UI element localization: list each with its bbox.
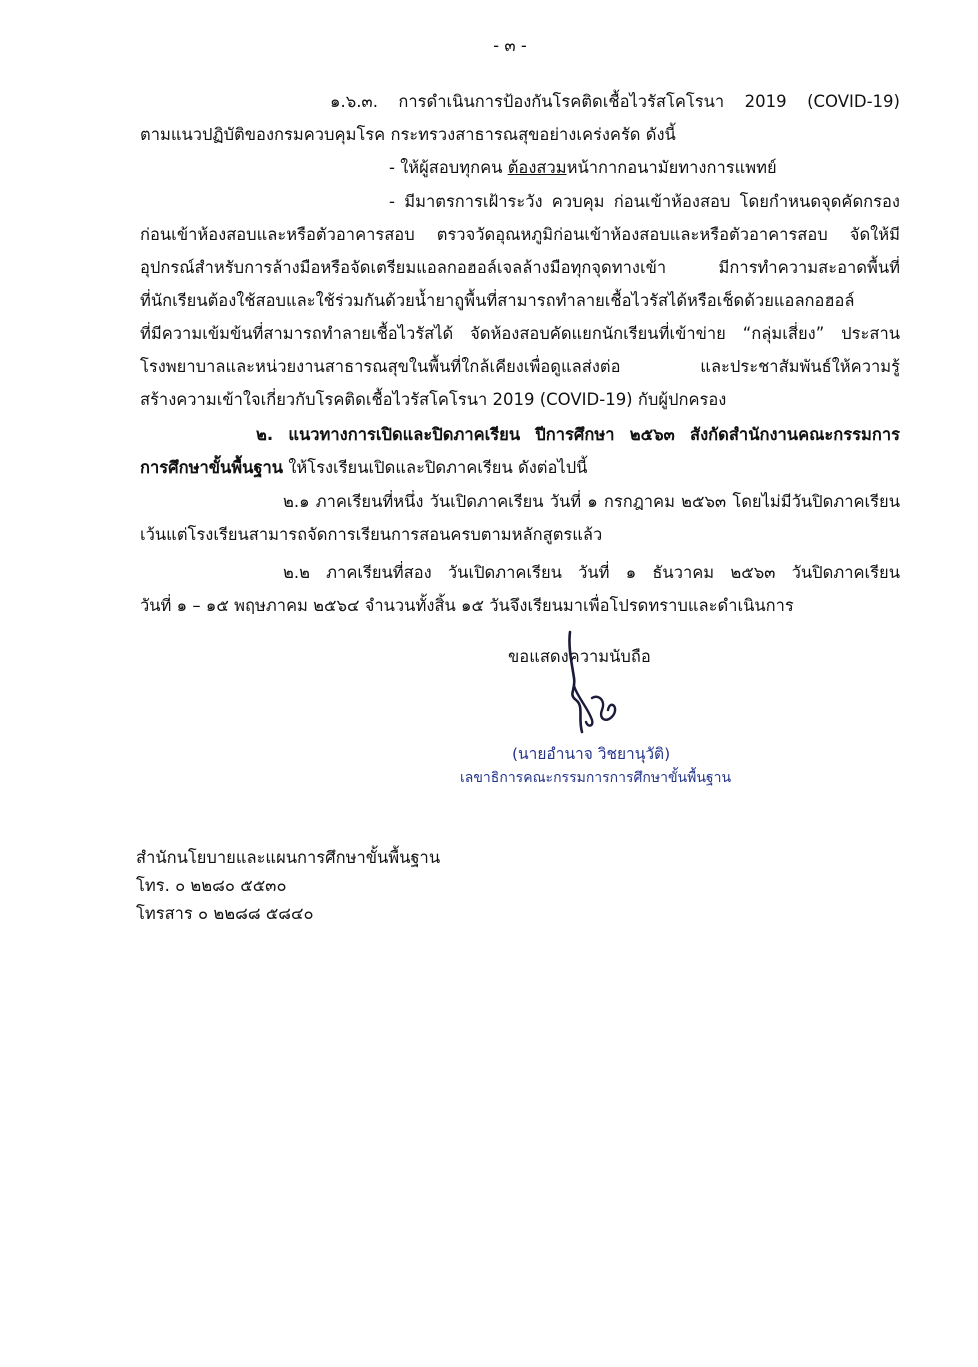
p163-line1: ๑.๖.๓. การดำเนินการป้องกันโรคติดเชื้อไวรัสโคโรนา 2019 (COVID-19) xyxy=(330,92,900,111)
office-tel: โทร. ๐ ๒๒๘๐ ๕๕๓๐ xyxy=(136,876,287,895)
bullet2-line5: ที่มีความเข้มข้นที่สามารถทำลายเชื้อไวรัสได้ จัดห้องสอบคัดแยกนักเรียนที่เข้าข่าย “กลุ่มเสี่ยง” ประสาน xyxy=(140,324,900,343)
section2-line2 xyxy=(140,456,587,480)
sub21-line2: เว้นแต่โรงเรียนสามารถจัดการเรียนการสอนครบตามหลักสูตรแล้ว xyxy=(140,525,603,544)
section2-bold: การศึกษาขั้นพื้นฐาน xyxy=(140,458,284,477)
signature-mark xyxy=(548,628,628,738)
bullet2-line6: โรงพยาบาลและหน่วยงานสาธารณสุขในพื้นที่ใกล้เคียงเพื่อดูแลส่งต่อ และประชาสัมพันธ์ให้ความรู้ xyxy=(140,357,900,376)
page-number: - ๓ - xyxy=(493,36,527,55)
office-name: สำนักนโยบายและแผนการศึกษาขั้นพื้นฐาน xyxy=(136,848,441,867)
closing-text: ขอแสดงความนับถือ xyxy=(508,647,651,666)
sub21-line1: ๒.๑ ภาคเรียนที่หนึ่ง วันเปิดภาคเรียน วันที่ ๑ กรกฎาคม ๒๕๖๓ โดยไม่มีวันปิดภาคเรียน xyxy=(283,492,900,511)
bullet2-line3: อุปกรณ์สำหรับการล้างมือหรือจัดเตรียมแอลกอฮอล์เจลล้างมือทุกจุดทางเข้า มีการทำความสะอาดพื้นที่ xyxy=(140,258,900,277)
section2-line1: ๒. แนวทางการเปิดและปิดภาคเรียน ปีการศึกษา ๒๕๖๓ สังกัดสำนักงานคณะกรรมการ xyxy=(256,425,900,444)
p163-line2: ตามแนวปฏิบัติของกรมควบคุมโรค กระทรวงสาธารณสุขอย่างเคร่งครัด ดังนี้ xyxy=(140,125,676,144)
bullet2-line1: - มีมาตรการเฝ้าระวัง ควบคุม ก่อนเข้าห้องสอบ โดยกำหนดจุดคัดกรอง xyxy=(389,192,900,211)
bullet2-line4: ที่นักเรียนต้องใช้สอบและใช้ร่วมกันด้วยน้ำยาฤูพื้นที่สามารถทำลายเชื้อไวรัสได้หรือเช็ดด้วยแอลกอฮอล์ xyxy=(140,291,855,310)
section2-rest: ให้โรงเรียนเปิดและปิดภาคเรียน ดังต่อไปนี้ xyxy=(283,458,588,477)
sub22-line1: ๒.๒ ภาคเรียนที่สอง วันเปิดภาคเรียน วันที่ ๑ ธันวาคม ๒๕๖๓ วันปิดภาคเรียน xyxy=(283,563,900,582)
bullet2-line7: สร้างความเข้าใจเกี่ยวกับโรคติดเชื้อไวรัสโคโรนา 2019 (COVID-19) กับผู้ปกครอง xyxy=(140,390,727,409)
bullet1-suffix: หน้ากากอนามัยทางการแพทย์ xyxy=(566,158,777,177)
sub22-line2: วันที่ ๑ – ๑๕ พฤษภาคม ๒๕๖๔ จำนวนทั้งสิ้น ๑๕ วันจึงเรียนมาเพื่อโปรดทราบและดำเนินการ xyxy=(140,596,794,615)
bullet2-line2: ก่อนเข้าห้องสอบและหรือตัวอาคารสอบ ตรวจวัดอุณหภูมิก่อนเข้าห้องสอบและหรือตัวอาคารสอบ จัดให้มี xyxy=(140,225,900,244)
bullet1-underlined: ต้องสวม xyxy=(507,158,567,177)
signer-name: (นายอำนาจ วิชยานุวัติ) xyxy=(512,745,671,763)
office-fax: โทรสาร ๐ ๒๒๘๘ ๕๘๔๐ xyxy=(136,904,314,923)
signer-title: เลขาธิการคณะกรรมการการศึกษาขั้นพื้นฐาน xyxy=(460,770,732,786)
bullet1-prefix: - ให้ผู้สอบทุกคน xyxy=(389,158,508,177)
bullet1-line xyxy=(389,156,777,180)
